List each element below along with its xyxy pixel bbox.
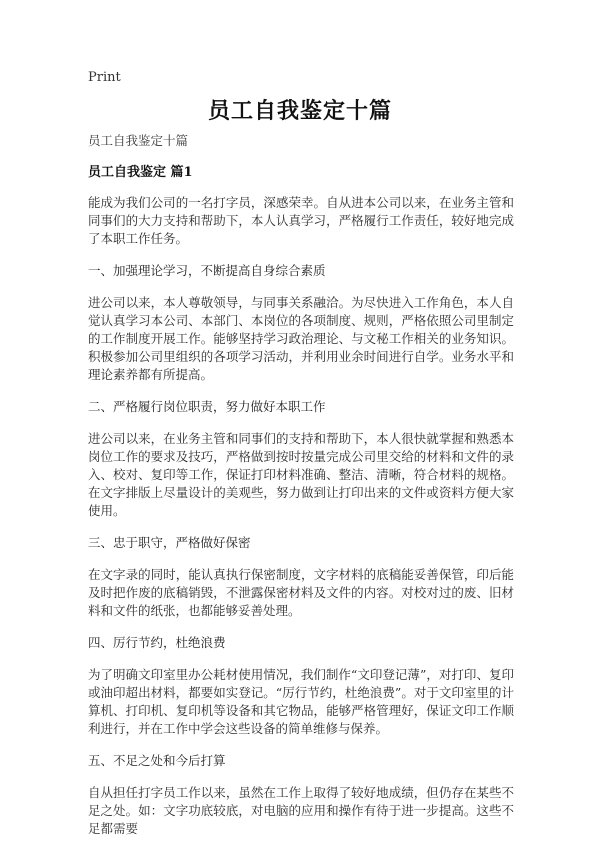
document-body (88, 132, 514, 852)
page-title: 员工自我鉴定十篇 (207, 98, 392, 124)
paragraph-intro: 能成为我们公司的一名打字员，深感荣幸。自从进本公司以来，在业务主管和同事们的大力支持和帮助下，本人认真学习，严格履行工作责任，较好地完成了本职工作任务。 (88, 195, 514, 246)
heading-1: 一、加强理论学习，不断提高自身综合素质 (88, 263, 326, 278)
document-subtitle: 员工自我鉴定十篇 (88, 133, 189, 148)
paragraph-2: 进公司以来，在业务主管和同事们的支持和帮助下，本人很快就掌握和熟悉本岗位工作的要求及技巧，严格做到按时按量完成公司里交给的材料和文件的录入、校对、复印等工作，保证打印材料准确、整洁、清晰，符合材料的规格。在文字排版上尽量设计的美观些，努力做到让打印出来的文件或资料方便大家使用。 (88, 431, 514, 518)
print-label[interactable]: Print (88, 70, 121, 85)
paragraph-4: 为了明确文印室里办公耗材使用情况，我们制作“文印登记薄”，对打印、复印或油印超出材料，都要如实登记。“厉行节约，杜绝浪费”。对于文印室里的计算机、打印机、复印机等设备和其它物品，能够严格管理好，保证文印工作顺利进行，并在工作中学会这些设备的简单维修与保养。 (88, 667, 514, 736)
paragraph-3: 在文字录的同时，能认真执行保密制度，文字材料的底稿能妥善保管，印后能及时把作废的底稿销毁，不泄露保密材料及文件的内容。对校对过的废、旧材料和文件的纸张，也都能够妥善处理。 (88, 567, 514, 618)
paragraph-1: 进公司以来，本人尊敬领导，与同事关系融洽。为尽快进入工作角色，本人自觉认真学习本公司、本部门、本岗位的各项制度、规则，严格依照公司里制定的工作制度开展工作。能够坚持学习政治理论、与文秘工作相关的业务知识。积极参加公司里组织的各项学习活动，并利用业余时间进行自学。业务水平和理论素养都有所提高。 (88, 295, 514, 382)
heading-5: 五、不足之处和今后打算 (88, 753, 226, 768)
heading-4: 四、厉行节约，杜绝浪费 (88, 635, 226, 650)
heading-3: 三、忠于职守，严格做好保密 (88, 535, 251, 550)
section-title: 员工自我鉴定 篇1 (88, 165, 193, 180)
heading-2: 二、严格履行岗位职责，努力做好本职工作 (88, 399, 326, 414)
paragraph-5: 自从担任打字员工作以来，虽然在工作上取得了较好地成绩，但仍存在某些不足之处。如：文字功底较底，对电脑的应用和操作有待于进一步提高。这些不足都需要 (88, 785, 514, 836)
